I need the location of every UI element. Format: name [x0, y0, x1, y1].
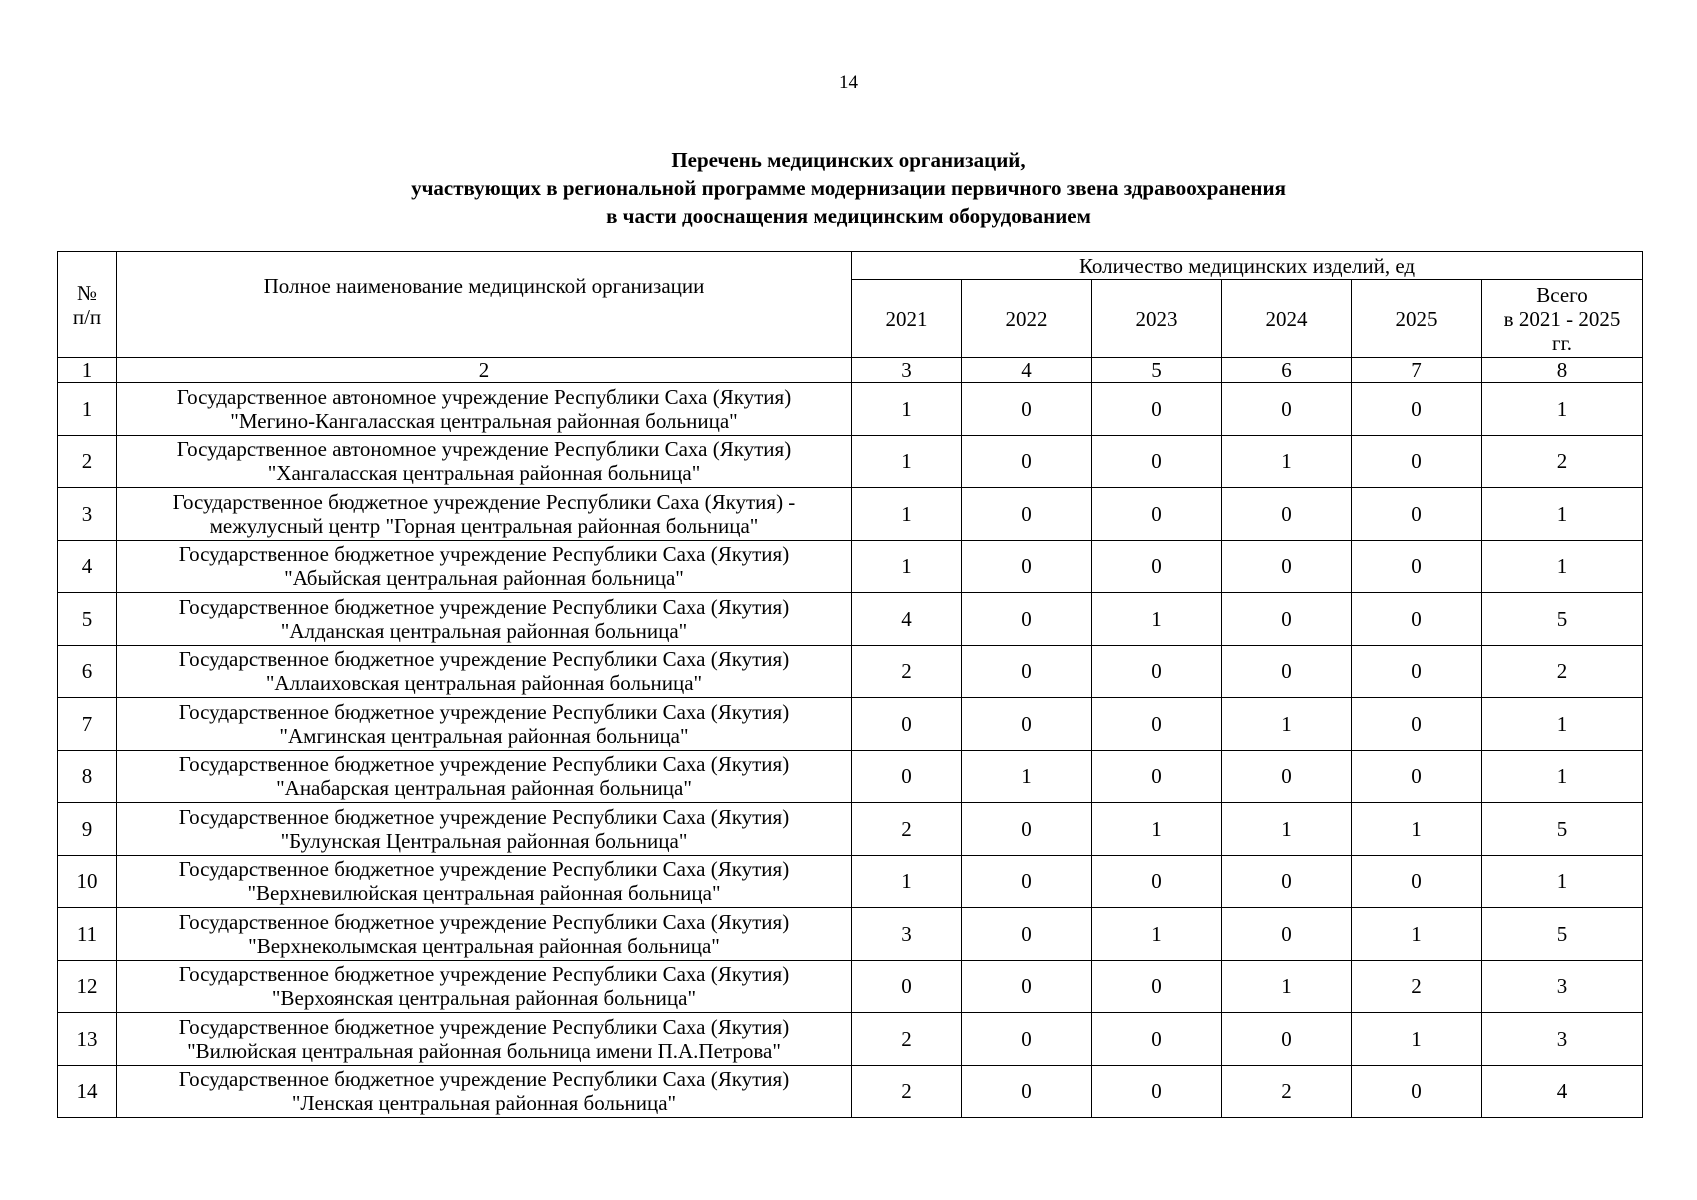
table-row: [58, 540, 1643, 593]
table-row: [58, 908, 1643, 961]
column-index: 5: [1092, 358, 1222, 383]
qty-total: 4: [1482, 1065, 1643, 1118]
table-row: [58, 645, 1643, 698]
qty-total: 1: [1482, 698, 1643, 751]
qty-2023: 1: [1092, 593, 1222, 646]
column-index: 4: [962, 358, 1092, 383]
row-number: 12: [58, 960, 117, 1013]
row-number: 14: [58, 1065, 117, 1118]
qty-2023: 1: [1092, 803, 1222, 856]
qty-total: 5: [1482, 593, 1643, 646]
qty-2021: 0: [852, 750, 962, 803]
column-index: 6: [1222, 358, 1352, 383]
organization-name-line: Государственное бюджетное учреждение Республики Саха (Якутия): [178, 752, 790, 777]
table-row: [58, 593, 1643, 646]
qty-2023: 0: [1092, 383, 1222, 436]
qty-2024: 0: [1222, 1013, 1352, 1066]
organization-name-line: Государственное бюджетное учреждение Республики Саха (Якутия): [178, 1014, 790, 1039]
qty-2023: 1: [1092, 908, 1222, 961]
qty-2021: 1: [852, 540, 962, 593]
row-number: 2: [58, 435, 117, 488]
organization-name: [117, 908, 852, 961]
qty-2024: 1: [1222, 435, 1352, 488]
column-index: 7: [1352, 358, 1482, 383]
organization-name-line: "Алданская центральная районная больница": [280, 618, 688, 643]
qty-2024: 0: [1222, 645, 1352, 698]
qty-2022: 0: [962, 645, 1092, 698]
qty-2022: 0: [962, 435, 1092, 488]
qty-2024: 0: [1222, 593, 1352, 646]
organization-name-line: "Мегино-Кангаласская центральная районная больница": [230, 408, 738, 433]
column-index-row: [58, 358, 1643, 383]
qty-2024: 0: [1222, 488, 1352, 541]
qty-2021: 0: [852, 960, 962, 1013]
qty-2022: 0: [962, 803, 1092, 856]
header-row-number: № п/п: [58, 252, 117, 358]
qty-2021: 3: [852, 908, 962, 961]
organization-name-line: "Абыйская центральная районная больница": [284, 566, 684, 591]
qty-total: 1: [1482, 855, 1643, 908]
qty-total: 1: [1482, 750, 1643, 803]
qty-total: 5: [1482, 908, 1643, 961]
qty-2024: 0: [1222, 540, 1352, 593]
organization-name-line: Государственное бюджетное учреждение Республики Саха (Якутия): [178, 647, 790, 672]
qty-2021: 1: [852, 435, 962, 488]
organization-name: [117, 383, 852, 436]
organization-name-line: "Верхнеколымская центральная районная больница": [248, 933, 720, 958]
qty-2025: 1: [1352, 1013, 1482, 1066]
title-line-1: Перечень медицинских организаций,: [671, 148, 1026, 172]
organization-name-line: Государственное бюджетное учреждение Республики Саха (Якутия): [178, 962, 790, 987]
organization-name: [117, 593, 852, 646]
organization-name: [117, 803, 852, 856]
row-number: 3: [58, 488, 117, 541]
table-row: [58, 803, 1643, 856]
table-row: [58, 1013, 1643, 1066]
qty-2022: 1: [962, 750, 1092, 803]
row-number: 8: [58, 750, 117, 803]
qty-total: 3: [1482, 960, 1643, 1013]
organization-name-line: межулусный центр "Горная центральная районная больница": [209, 513, 759, 538]
organization-name-line: "Верхневилюйская центральная районная больница": [247, 881, 721, 906]
organization-name-line: "Ленская центральная районная больница": [291, 1091, 677, 1116]
row-number: 1: [58, 383, 117, 436]
qty-2023: 0: [1092, 435, 1222, 488]
organization-name-line: "Верхоянская центральная районная больница": [271, 986, 697, 1011]
qty-2022: 0: [962, 1065, 1092, 1118]
header-year-2021: 2021: [852, 280, 962, 358]
qty-2022: 0: [962, 540, 1092, 593]
header-quantity-group: Количество медицинских изделий, ед: [852, 252, 1643, 280]
organization-name: [117, 1065, 852, 1118]
organization-name: [117, 488, 852, 541]
title-line-2: участвующих в региональной программе модернизации первичного звена здравоохранения: [411, 176, 1286, 200]
qty-2024: 0: [1222, 908, 1352, 961]
qty-2023: 0: [1092, 540, 1222, 593]
organization-name-line: Государственное бюджетное учреждение Республики Саха (Якутия): [178, 699, 790, 724]
qty-2022: 0: [962, 488, 1092, 541]
organization-name: [117, 698, 852, 751]
qty-2021: 4: [852, 593, 962, 646]
organization-name-line: Государственное бюджетное учреждение Республики Саха (Якутия) -: [172, 489, 796, 514]
title-line-3: в части дооснащения медицинским оборудованием: [606, 204, 1091, 228]
qty-2025: 0: [1352, 1065, 1482, 1118]
table-row: [58, 855, 1643, 908]
organization-name-line: Государственное бюджетное учреждение Республики Саха (Якутия): [178, 804, 790, 829]
document-title: [0, 146, 1697, 230]
column-index: 3: [852, 358, 962, 383]
organization-name-line: "Вилюйская центральная районная больница имени П.А.Петрова": [187, 1038, 781, 1063]
qty-2025: 0: [1352, 698, 1482, 751]
qty-total: 1: [1482, 383, 1643, 436]
organization-name: [117, 435, 852, 488]
qty-total: 3: [1482, 1013, 1643, 1066]
row-number: 9: [58, 803, 117, 856]
row-number: 13: [58, 1013, 117, 1066]
qty-2025: 0: [1352, 540, 1482, 593]
qty-2025: 0: [1352, 435, 1482, 488]
qty-total: 2: [1482, 435, 1643, 488]
qty-2024: 0: [1222, 750, 1352, 803]
row-number: 5: [58, 593, 117, 646]
qty-2025: 1: [1352, 908, 1482, 961]
qty-2025: 2: [1352, 960, 1482, 1013]
qty-total: 2: [1482, 645, 1643, 698]
qty-2025: 0: [1352, 750, 1482, 803]
header-organization-name: Полное наименование медицинской организации: [117, 252, 852, 358]
qty-2022: 0: [962, 1013, 1092, 1066]
qty-2021: 2: [852, 1013, 962, 1066]
qty-2022: 0: [962, 593, 1092, 646]
qty-2022: 0: [962, 960, 1092, 1013]
header-year-2023: 2023: [1092, 280, 1222, 358]
qty-2024: 0: [1222, 383, 1352, 436]
qty-2024: 1: [1222, 803, 1352, 856]
table-row: [58, 698, 1643, 751]
column-index: 2: [117, 358, 852, 383]
qty-2025: 0: [1352, 488, 1482, 541]
qty-2023: 0: [1092, 960, 1222, 1013]
organization-name-line: "Булунская Центральная районная больница": [280, 828, 688, 853]
qty-2023: 0: [1092, 1013, 1222, 1066]
table-row: [58, 960, 1643, 1013]
organization-name: [117, 1013, 852, 1066]
header-total: Всего в 2021 - 2025 гг.: [1482, 280, 1643, 358]
organization-name: [117, 855, 852, 908]
table-row: [58, 750, 1643, 803]
qty-2023: 0: [1092, 855, 1222, 908]
qty-2025: 0: [1352, 593, 1482, 646]
qty-2021: 2: [852, 1065, 962, 1118]
qty-2021: 1: [852, 855, 962, 908]
qty-2024: 1: [1222, 960, 1352, 1013]
table-row: [58, 1065, 1643, 1118]
qty-2023: 0: [1092, 645, 1222, 698]
organization-name-line: "Анабарская центральная районная больница": [276, 776, 692, 801]
qty-2025: 0: [1352, 855, 1482, 908]
organization-name-line: "Хангаласская центральная районная больница": [267, 461, 701, 486]
organization-name-line: Государственное бюджетное учреждение Республики Саха (Якутия): [178, 909, 790, 934]
qty-2023: 0: [1092, 488, 1222, 541]
qty-2025: 1: [1352, 803, 1482, 856]
organization-name-line: "Аллаиховская центральная районная больница": [265, 671, 703, 696]
qty-2023: 0: [1092, 1065, 1222, 1118]
table-row: [58, 488, 1643, 541]
qty-total: 5: [1482, 803, 1643, 856]
column-index: 8: [1482, 358, 1643, 383]
organization-name-line: Государственное бюджетное учреждение Республики Саха (Якутия): [178, 542, 790, 567]
organization-name: [117, 750, 852, 803]
qty-total: 1: [1482, 488, 1643, 541]
column-index: 1: [58, 358, 117, 383]
qty-2022: 0: [962, 908, 1092, 961]
organization-name-line: "Амгинская центральная районная больница": [279, 723, 689, 748]
qty-2021: 0: [852, 698, 962, 751]
qty-2022: 0: [962, 855, 1092, 908]
qty-2025: 0: [1352, 383, 1482, 436]
header-year-2022: 2022: [962, 280, 1092, 358]
qty-2021: 1: [852, 488, 962, 541]
header-year-2025: 2025: [1352, 280, 1482, 358]
header-year-2024: 2024: [1222, 280, 1352, 358]
table-row: [58, 435, 1643, 488]
organization-name-line: Государственное автономное учреждение Республики Саха (Якутия): [176, 437, 792, 462]
qty-2023: 0: [1092, 698, 1222, 751]
organization-name: [117, 645, 852, 698]
row-number: 6: [58, 645, 117, 698]
row-number: 11: [58, 908, 117, 961]
row-number: 10: [58, 855, 117, 908]
organization-name-line: Государственное автономное учреждение Республики Саха (Якутия): [176, 384, 792, 409]
qty-2024: 1: [1222, 698, 1352, 751]
qty-2024: 0: [1222, 855, 1352, 908]
organizations-table: [57, 251, 1643, 1118]
organization-name-line: Государственное бюджетное учреждение Республики Саха (Якутия): [178, 857, 790, 882]
qty-total: 1: [1482, 540, 1643, 593]
organization-name-line: Государственное бюджетное учреждение Республики Саха (Якутия): [178, 594, 790, 619]
row-number: 7: [58, 698, 117, 751]
qty-2024: 2: [1222, 1065, 1352, 1118]
organization-name: [117, 960, 852, 1013]
qty-2021: 1: [852, 383, 962, 436]
qty-2025: 0: [1352, 645, 1482, 698]
qty-2021: 2: [852, 645, 962, 698]
qty-2022: 0: [962, 383, 1092, 436]
page-number: 14: [839, 72, 858, 93]
qty-2023: 0: [1092, 750, 1222, 803]
table-row: [58, 383, 1643, 436]
qty-2021: 2: [852, 803, 962, 856]
qty-2022: 0: [962, 698, 1092, 751]
organization-name-line: Государственное бюджетное учреждение Республики Саха (Якутия): [178, 1067, 790, 1092]
row-number: 4: [58, 540, 117, 593]
organization-name: [117, 540, 852, 593]
